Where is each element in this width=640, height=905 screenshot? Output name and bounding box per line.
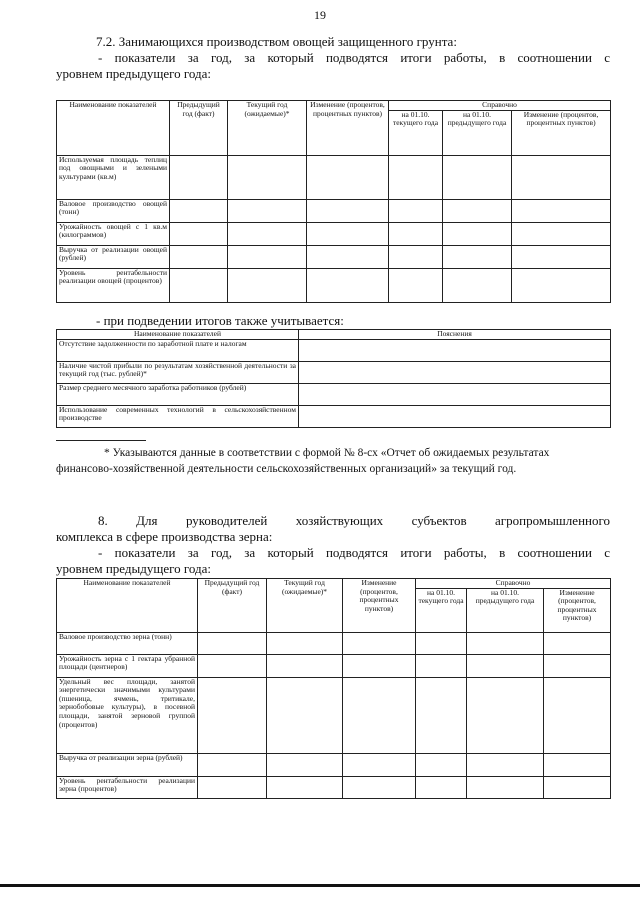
- header-current-year: Текущий год (ожидаемые)*: [228, 101, 307, 156]
- table-row: [57, 245, 611, 268]
- cell[interactable]: [389, 245, 443, 268]
- table-row: [57, 155, 611, 199]
- subheader-0110-previous: на 01.10. предыдущего года: [467, 588, 544, 632]
- cell[interactable]: [267, 677, 343, 753]
- cell[interactable]: [198, 632, 267, 654]
- table-row: [57, 361, 611, 383]
- cell[interactable]: [512, 245, 611, 268]
- row-label: Урожайность зерна с 1 гектара убранной площади (центнеров): [57, 654, 198, 677]
- cell[interactable]: [170, 155, 228, 199]
- footnote-line1: * Указываются данные в соответствии с формой № 8-сх «Отчет об ожидаемых результатах: [104, 447, 550, 459]
- header-previous-year: Предыдущий год (факт): [170, 101, 228, 156]
- section-7-2-intro-line2: уровнем предыдущего года:: [56, 66, 212, 81]
- section-8-intro-line1: - показатели за год, за который подводятся итоги работы, в соотношении с: [98, 545, 610, 560]
- row-label: Наличие чистой прибыли по результатам хозяйственной деятельности за текущий год (тыс. рублей)*: [57, 361, 299, 383]
- cell[interactable]: [228, 222, 307, 245]
- cell[interactable]: [198, 753, 267, 776]
- cell[interactable]: [443, 222, 512, 245]
- cell[interactable]: [544, 632, 611, 654]
- table-row: [57, 268, 611, 302]
- table-grain-indicators: [56, 578, 611, 799]
- table-vegetables-indicators: [56, 100, 611, 303]
- cell[interactable]: [299, 405, 611, 427]
- cell[interactable]: [512, 222, 611, 245]
- table-row: [57, 405, 611, 427]
- cell[interactable]: [512, 268, 611, 302]
- table-row: [57, 632, 611, 654]
- cell[interactable]: [443, 199, 512, 222]
- cell[interactable]: [544, 654, 611, 677]
- cell[interactable]: [228, 268, 307, 302]
- cell[interactable]: [512, 199, 611, 222]
- cell[interactable]: [389, 155, 443, 199]
- header-name: Наименование показателей: [57, 579, 198, 633]
- cell[interactable]: [307, 199, 389, 222]
- cell[interactable]: [299, 339, 611, 361]
- subheader-0110-current: на 01.10. текущего года: [389, 110, 443, 155]
- table-row: [57, 753, 611, 776]
- subheader-0110-current: на 01.10. текущего года: [416, 588, 467, 632]
- cell[interactable]: [467, 654, 544, 677]
- header-change: Изменение (процентов, процентных пунктов): [343, 579, 416, 633]
- cell[interactable]: [416, 654, 467, 677]
- cell[interactable]: [198, 776, 267, 798]
- cell[interactable]: [267, 654, 343, 677]
- header-name: Наименование показателей: [57, 330, 299, 340]
- header-current-year: Текущий год (ожидаемые)*: [267, 579, 343, 633]
- cell[interactable]: [228, 245, 307, 268]
- cell[interactable]: [443, 155, 512, 199]
- cell[interactable]: [467, 677, 544, 753]
- row-label: Валовое производство зерна (тонн): [57, 632, 198, 654]
- cell[interactable]: [443, 245, 512, 268]
- cell[interactable]: [228, 199, 307, 222]
- section-7-2-intro-line1: - показатели за год, за который подводятся итоги работы, в соотношении с: [98, 50, 610, 65]
- row-label: Выручка от реализации овощей (рублей): [57, 245, 170, 268]
- row-label: Уровень рентабельности реализации зерна (процентов): [57, 776, 198, 798]
- cell[interactable]: [299, 383, 611, 405]
- cell[interactable]: [343, 677, 416, 753]
- cell[interactable]: [170, 199, 228, 222]
- cell[interactable]: [170, 268, 228, 302]
- cell[interactable]: [307, 222, 389, 245]
- cell[interactable]: [343, 632, 416, 654]
- row-label: Урожайность овощей с 1 кв.м (килограммов): [57, 222, 170, 245]
- footnote: [56, 445, 610, 477]
- header-notes: Пояснения: [299, 330, 611, 340]
- cell[interactable]: [307, 268, 389, 302]
- subheader-0110-previous: на 01.10. предыдущего года: [443, 110, 512, 155]
- cell[interactable]: [512, 155, 611, 199]
- section-8-intro-line2: уровнем предыдущего года:: [56, 561, 212, 576]
- header-reference: Справочно: [389, 101, 611, 111]
- header-previous-year: Предыдущий год (факт): [198, 579, 267, 633]
- table-row: [57, 339, 611, 361]
- section-8-heading-line2: комплекса в сфере производства зерна:: [56, 529, 273, 544]
- subheader-change: Изменение (процентов, процентных пунктов): [544, 588, 611, 632]
- footnote-separator: [56, 440, 146, 441]
- cell[interactable]: [228, 155, 307, 199]
- cell[interactable]: [307, 245, 389, 268]
- cell[interactable]: [307, 155, 389, 199]
- row-label: Размер среднего месячного заработка работников (рублей): [57, 383, 299, 405]
- row-label: Валовое производство овощей (тонн): [57, 199, 170, 222]
- cell[interactable]: [170, 222, 228, 245]
- cell[interactable]: [267, 776, 343, 798]
- row-label: Выручка от реализации зерна (рублей): [57, 753, 198, 776]
- cell[interactable]: [299, 361, 611, 383]
- cell[interactable]: [467, 753, 544, 776]
- cell[interactable]: [467, 632, 544, 654]
- cell[interactable]: [544, 677, 611, 753]
- row-label: Используемая площадь теплиц под овощными и зелеными культурами (кв.м): [57, 155, 170, 199]
- cell[interactable]: [416, 632, 467, 654]
- cell[interactable]: [267, 753, 343, 776]
- page-number: 19: [314, 8, 326, 22]
- cell[interactable]: [343, 753, 416, 776]
- cell[interactable]: [544, 776, 611, 798]
- row-label: Использование современных технологий в сельскохозяйственном производстве: [57, 405, 299, 427]
- cell[interactable]: [389, 222, 443, 245]
- row-label: Отсутствие задолженности по заработной плате и налогам: [57, 339, 299, 361]
- row-label: Уровень рентабельности реализации овощей (процентов): [57, 268, 170, 302]
- cell[interactable]: [389, 268, 443, 302]
- cell[interactable]: [343, 654, 416, 677]
- cell[interactable]: [198, 677, 267, 753]
- cell[interactable]: [416, 776, 467, 798]
- cell[interactable]: [443, 268, 512, 302]
- table-row: [57, 222, 611, 245]
- table-row: [57, 654, 611, 677]
- table-row: [57, 677, 611, 753]
- table-additional-criteria: [56, 329, 611, 428]
- table-row: [57, 383, 611, 405]
- cell[interactable]: [467, 776, 544, 798]
- page-bottom-rule: [0, 884, 640, 887]
- cell[interactable]: [198, 654, 267, 677]
- cell[interactable]: [170, 245, 228, 268]
- section-8-heading-line1: 8. Для руководителей хозяйствующих субъектов агропромышленного: [98, 513, 610, 528]
- cell[interactable]: [343, 776, 416, 798]
- table-row: [57, 199, 611, 222]
- subheader-change: Изменение (процентов, процентных пунктов): [512, 110, 611, 155]
- cell[interactable]: [416, 677, 467, 753]
- table-row: [57, 776, 611, 798]
- cell[interactable]: [267, 632, 343, 654]
- section-7-2-heading: 7.2. Занимающихся производством овощей защищенного грунта:: [96, 34, 457, 49]
- header-name: Наименование показателей: [57, 101, 170, 156]
- header-reference: Справочно: [416, 579, 611, 589]
- row-label: Удельный вес площади, занятой энергетически значимыми культурами (пшеница, ячмень, тритикале, зернобобовые культуры), в посевной площади, занятой зерновой группой (процентов): [57, 677, 198, 753]
- cell[interactable]: [389, 199, 443, 222]
- cell[interactable]: [544, 753, 611, 776]
- footnote-line2: финансово-хозяйственной деятельности сельскохозяйственных организаций» за текущий год.: [56, 463, 517, 475]
- header-change: Изменение (процентов, процентных пунктов): [307, 101, 389, 156]
- cell[interactable]: [416, 753, 467, 776]
- also-considered-heading: - при подведении итогов также учитывается:: [96, 313, 344, 328]
